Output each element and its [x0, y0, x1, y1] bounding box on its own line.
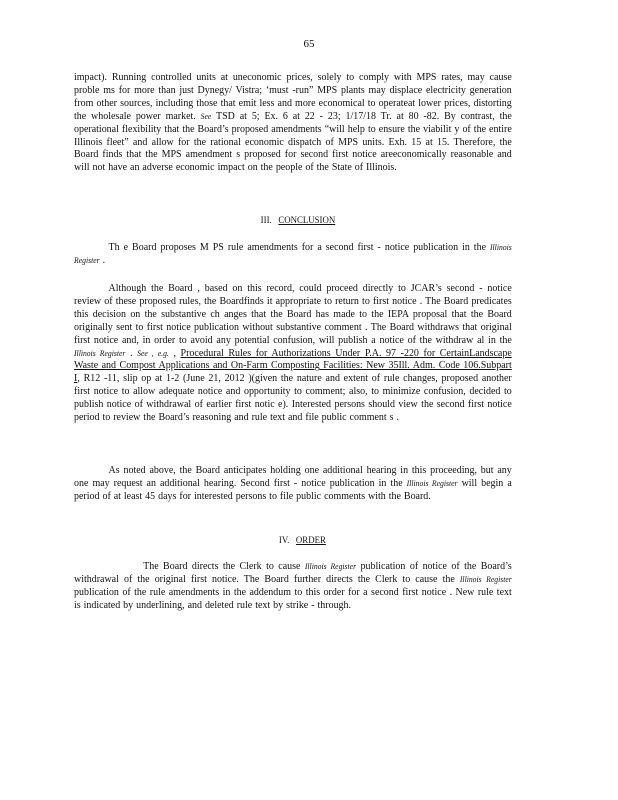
citation-signal: See [200, 111, 212, 121]
paragraph-hearing: As noted above, the Board anticipates holding one additional hearing in this proceeding, but any one may request an additional hearing. Second first - notice publication in the Illinois Register will begin a period of at least 45 days for interested persons to file public comments with the Board. [74, 465, 512, 502]
section-number: IV. [278, 535, 290, 546]
publication-name: Illinois Register [406, 478, 458, 488]
publication-name: Illinois Register [74, 243, 512, 265]
section-number: III. [260, 215, 272, 226]
page-number: 65 [303, 38, 315, 50]
paragraph-proposal: Th e Board proposes M PS rule amendments for a second first - notice publication in the Illinois Register . [74, 242, 512, 266]
paragraph-economic-impact: impact). Running controlled units at uneconomic prices, solely to comply with MPS rates, may cause proble ms for more than just Dynegy/ Vistra; ‘must -run” MPS plants may displace electricity generation from other sources, including those that emit less and more economical to operateat lower prices, distorting the wholesale power market. See TSD at 5; Ex. 6 at 22 - 23; 1/17/18 Tr. at 80 -82. By contrast, the operational flexibility that the Board’s proposed amendments “will help to ensure the viabilit y of the entire Illinois fleet” and allow for the rational economic dispatch of MPS units. Exh. 15 at 15. Therefore, the Board finds that the MPS amendment s proposed for second first notice areeconomically reasonable and will not have an adverse economic impact on the people of the State of Illinois. [74, 72, 512, 174]
publication-name: Illinois Register [304, 562, 357, 571]
citation-signal: See , e.g. [137, 348, 169, 358]
section-heading-conclusion [25, 215, 594, 226]
publication-name: Illinois Register [459, 574, 512, 584]
section-heading-order [25, 535, 594, 546]
case-citation: Procedural Rules for Authorizations Under P.A. 97 -220 for CertainLandscape Waste and Compost Applications and On-Farm Composting Facilities: New 35Ill. Adm. Code 106.Subpart I [74, 347, 512, 385]
paragraph-first-notice: Although the Board , based on this record, could proceed directly to JCAR’s second - notice review of these proposed rules, the Boardfinds it appropriate to return to first notice . The Board predicates this decision on the substantive ch anges that the Board has made to the IEPA proposal that the Board originally sent to first notice publication without substantive comment . The Board withdraws that original first notice and, in order to avoid any potential confusion, will publish a notice of the withdraw al in the Illinois Register . See , e.g. , Procedural Rules for Authorizations Under P.A. 97 -220 for CertainLandscape Waste and Compost Applications and On-Farm Composting Facilities: New 35Ill. Adm. Code 106.Subpart I, R12 -11, slip op at 1-2 (June 21, 2012 )(given the nature and extent of rule changes, proposed another first notice to allow adequate notice and opportunity to comment; also, to minimize confusion, decided to publish notice of withdrawal of earlier first notic e). Interested persons should view the second first notice period to review the Board’s reasoning and rule text and file public comment s . [74, 283, 512, 424]
paragraph-order: The Board directs the Clerk to cause Illinois Register publication of notice of the Board’s withdrawal of the original first notice. The Board further directs the Clerk to cause the Illinois Register publication of the rule amendments in the addendum to this order for a second first notice . New rule text is indicated by underlining, and deleted rule text by strike - through. [74, 561, 512, 611]
section-title: CONCLUSION [278, 215, 336, 226]
section-title: ORDER [295, 535, 326, 546]
publication-name: Illinois Register [74, 348, 126, 358]
